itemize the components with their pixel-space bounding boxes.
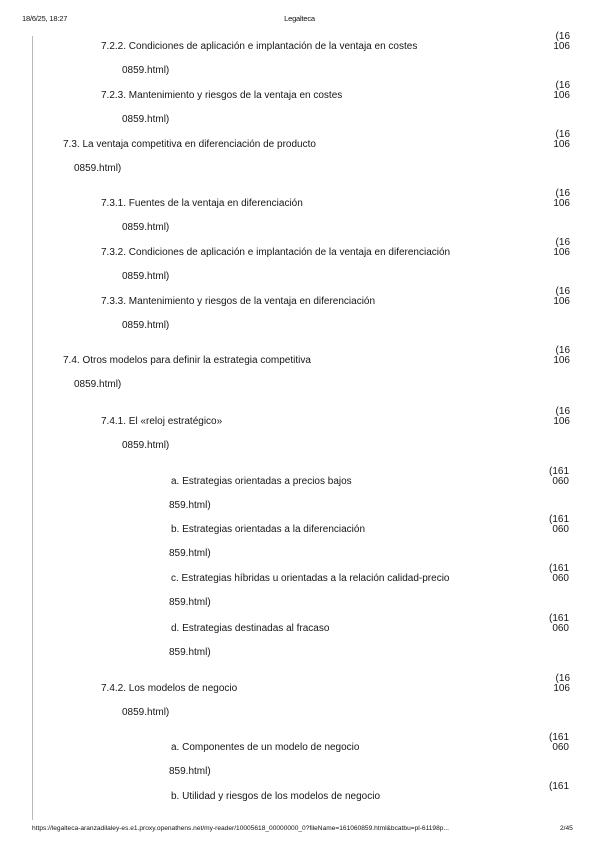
toc-entry-title[interactable]: b. Utilidad y riesgos de los modelos de negocio xyxy=(171,791,381,802)
toc-entry-link[interactable]: (16 106 xyxy=(553,31,570,52)
toc-entry-link[interactable]: (16 106 xyxy=(553,406,570,427)
toc-entry-link[interactable]: (16 106 xyxy=(553,80,570,101)
toc-entry-link-continuation[interactable]: 0859.html) xyxy=(74,163,122,174)
toc-entry-link-continuation[interactable]: 0859.html) xyxy=(122,271,170,282)
toc-entry-title[interactable]: a. Componentes de un modelo de negocio xyxy=(171,742,360,753)
toc-entry-link[interactable]: (16 106 xyxy=(553,129,570,150)
toc-entry-title[interactable]: b. Estrategias orientadas a la diferenciación xyxy=(171,524,366,535)
toc-entry-link[interactable]: (161 060 xyxy=(548,563,569,584)
toc-entry-title[interactable]: 7.3. La ventaja competitiva en diferenciación de producto xyxy=(63,139,316,150)
toc-entry-link[interactable]: (161 060 xyxy=(548,613,569,634)
toc-entry-title[interactable]: 7.4.2. Los modelos de negocio xyxy=(101,683,238,694)
toc-entry-title[interactable]: d. Estrategias destinadas al fracaso xyxy=(171,623,330,634)
toc-entry-link-continuation[interactable]: 0859.html) xyxy=(122,707,170,718)
toc-entry-link[interactable]: (16 106 xyxy=(553,345,570,366)
toc-entry-link-continuation[interactable]: 0859.html) xyxy=(122,320,170,331)
toc-entry-title[interactable]: 7.4. Otros modelos para definir la estrategia competitiva xyxy=(63,355,311,366)
toc-entry-link[interactable]: (161 060 xyxy=(548,732,569,753)
header-site-title: Legalteca xyxy=(284,14,315,23)
toc-entry-link-continuation[interactable]: 0859.html) xyxy=(122,65,170,76)
toc-entry-title[interactable]: a. Estrategias orientadas a precios bajos xyxy=(171,476,352,487)
toc-entry-link-continuation[interactable]: 0859.html) xyxy=(122,440,170,451)
toc-entry-link[interactable]: (161 060 xyxy=(548,514,569,535)
toc-entry-title[interactable]: 7.3.2. Condiciones de aplicación e implantación de la ventaja en diferenciación xyxy=(101,247,451,258)
toc-entry-title[interactable]: 7.3.3. Mantenimiento y riesgos de la ventaja en diferenciación xyxy=(101,296,376,307)
toc-entry-link[interactable]: (16 106 xyxy=(553,286,570,307)
toc-entry-title[interactable]: 7.4.1. El «reloj estratégico» xyxy=(101,416,223,427)
toc-entry-title[interactable]: 7.2.2. Condiciones de aplicación e implantación de la ventaja en costes xyxy=(101,41,418,52)
toc-entry-title[interactable]: 7.2.3. Mantenimiento y riesgos de la ventaja en costes xyxy=(101,90,343,101)
toc-entry-title[interactable]: c. Estrategias híbridas u orientadas a la relación calidad-precio xyxy=(171,573,450,584)
toc-entry-link-continuation[interactable]: 859.html) xyxy=(169,597,211,608)
toc-entry-link-continuation[interactable]: 859.html) xyxy=(169,500,211,511)
toc-entry-link[interactable]: (161 xyxy=(548,781,569,792)
left-margin-rule xyxy=(32,36,33,820)
toc-entry-link[interactable]: (161 060 xyxy=(548,466,569,487)
toc-entry-link[interactable]: (16 106 xyxy=(553,673,570,694)
footer-url: https://legalteca-aranzadilaley-es.e1.proxy.openathens.net/my-reader/10005618_00000000_0?fileName=161060859.html&bcatbu=pl-61198p... xyxy=(32,825,449,832)
toc-entry-link-continuation[interactable]: 0859.html) xyxy=(74,379,122,390)
toc-entry-link-continuation[interactable]: 859.html) xyxy=(169,766,211,777)
footer-page-number: 2/45 xyxy=(560,825,573,832)
toc-entry-link[interactable]: (16 106 xyxy=(553,188,570,209)
toc-entry-link-continuation[interactable]: 859.html) xyxy=(169,548,211,559)
toc-entry-title[interactable]: 7.3.1. Fuentes de la ventaja en diferenciación xyxy=(101,198,303,209)
header-datetime: 18/6/25, 18:27 xyxy=(22,14,68,23)
toc-entry-link-continuation[interactable]: 0859.html) xyxy=(122,114,170,125)
toc-entry-link[interactable]: (16 106 xyxy=(553,237,570,258)
toc-entry-link-continuation[interactable]: 0859.html) xyxy=(122,222,170,233)
toc-entry-link-continuation[interactable]: 859.html) xyxy=(169,647,211,658)
